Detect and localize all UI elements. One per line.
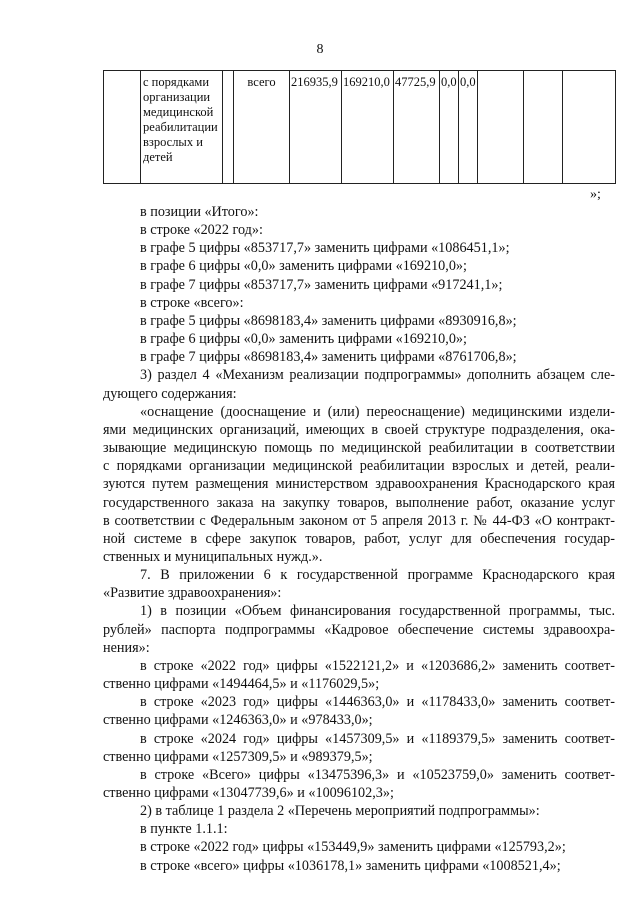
paragraph: в строке «2022 год» цифры «153449,9» заменить цифрами «125793,2»; [140, 839, 566, 856]
paragraph: ственно цифрами «1246363,0» и «978433,0»; [103, 712, 373, 729]
table-cell-source: всего [234, 71, 290, 184]
table-cell-empty [223, 71, 234, 184]
paragraph: зуются путем размещения министерством здравоохранения Краснодарского края [103, 476, 615, 493]
table-cell-value: 0,0 [459, 71, 478, 184]
table-cell-empty [524, 71, 563, 184]
paragraph: ственно цифрами «13047739,6» и «10096102,3»; [103, 785, 394, 801]
document-body [103, 203, 615, 875]
paragraph: в графе 5 цифры «8698183,4» заменить цифрами «8930916,8»; [140, 312, 517, 329]
paragraph: с порядками организации медицинской реабилитации взрослых и детей, реали- [103, 458, 615, 475]
paragraph: в графе 7 цифры «853717,7» заменить цифрами «917241,1»; [140, 276, 503, 293]
paragraph: в графе 6 цифры «0,0» заменить цифрами «169210,0»; [140, 258, 467, 275]
paragraph: в строке «всего»: [140, 294, 244, 311]
table-fragment [103, 70, 616, 184]
paragraph: ственно цифрами «1494464,5» и «1176029,5»; [103, 676, 380, 693]
paragraph: в графе 7 цифры «8698183,4» заменить цифрами «8761706,8»; [140, 349, 517, 366]
paragraph: в строке «всего» цифры «1036178,1» заменить цифрами «1008521,4»; [140, 857, 561, 874]
paragraph: в графе 5 цифры «853717,7» заменить цифрами «1086451,1»; [140, 240, 510, 257]
table-cell-value: 169210,0 [342, 71, 394, 184]
table-cell-empty [104, 71, 141, 184]
paragraph: ственных и муниципальных нужд.». [103, 548, 323, 565]
paragraph: зывающие медицинскую помощь по медицинской реабилитации в соответствии [103, 440, 615, 457]
paragraph: в строке «Всего» цифры «13475396,3» и «10523759,0» заменить соответ- [140, 766, 615, 783]
table-closing-quote: »; [590, 187, 601, 202]
paragraph: в графе 6 цифры «0,0» заменить цифрами «169210,0»; [140, 331, 467, 348]
paragraph: нения»: [103, 639, 150, 656]
paragraph: в строке «2024 год» цифры «1457309,5» и «1189379,5» заменить соответ- [140, 730, 615, 747]
table-cell-value: 216935,9 [290, 71, 342, 184]
paragraph: 3) раздел 4 «Механизм реализации подпрограммы» дополнить абзацем сле- [140, 367, 615, 384]
paragraph: 1) в позиции «Объем финансирования государственной программы, тыс. [140, 603, 615, 620]
table-cell-description: с порядками организации медицинской реабилитации взрослых и детей [141, 71, 223, 184]
paragraph: ной системе в сфере закупок товаров, работ, услуг для обеспечения государ- [103, 530, 615, 547]
paragraph: ственно цифрами «1257309,5» и «989379,5»; [103, 748, 373, 765]
table-cell-value: 47725,9 [394, 71, 440, 184]
paragraph: дующего содержания: [103, 385, 237, 402]
paragraph: в пункте 1.1.1: [140, 821, 228, 838]
paragraph: государственного заказа на закупку товаров, выполнение работ, оказание услуг [103, 494, 615, 511]
paragraph: ями медицинских организаций, имеющих в своей структуре подразделения, ока- [103, 421, 615, 438]
paragraph: в позиции «Итого»: [140, 204, 259, 220]
table-cell-empty [478, 71, 524, 184]
table-cell-value: 0,0 [440, 71, 459, 184]
paragraph: 2) в таблице 1 раздела 2 «Перечень мероприятий подпрограммы»: [140, 803, 540, 820]
paragraph: в строке «2023 год» цифры «1446363,0» и «1178433,0» заменить соответ- [140, 694, 615, 711]
paragraph: «Развитие здравоохранения»: [103, 585, 282, 602]
paragraph: рублей» паспорта подпрограммы «Кадровое обеспечение системы здравоохра- [103, 621, 615, 638]
paragraph: в соответствии с Федеральным законом от 5 апреля 2013 г. № 44-ФЗ «О контракт- [103, 512, 615, 529]
paragraph: в строке «2022 год»: [140, 222, 263, 239]
table-cell-empty [563, 71, 616, 184]
page-number: 8 [316, 42, 324, 57]
paragraph: 7. В приложении 6 к государственной программе Краснодарского края [140, 567, 615, 584]
paragraph: «оснащение (дооснащение и (или) переоснащение) медицинскими издели- [140, 403, 615, 420]
paragraph: в строке «2022 год» цифры «1522121,2» и «1203686,2» заменить соответ- [140, 657, 615, 674]
